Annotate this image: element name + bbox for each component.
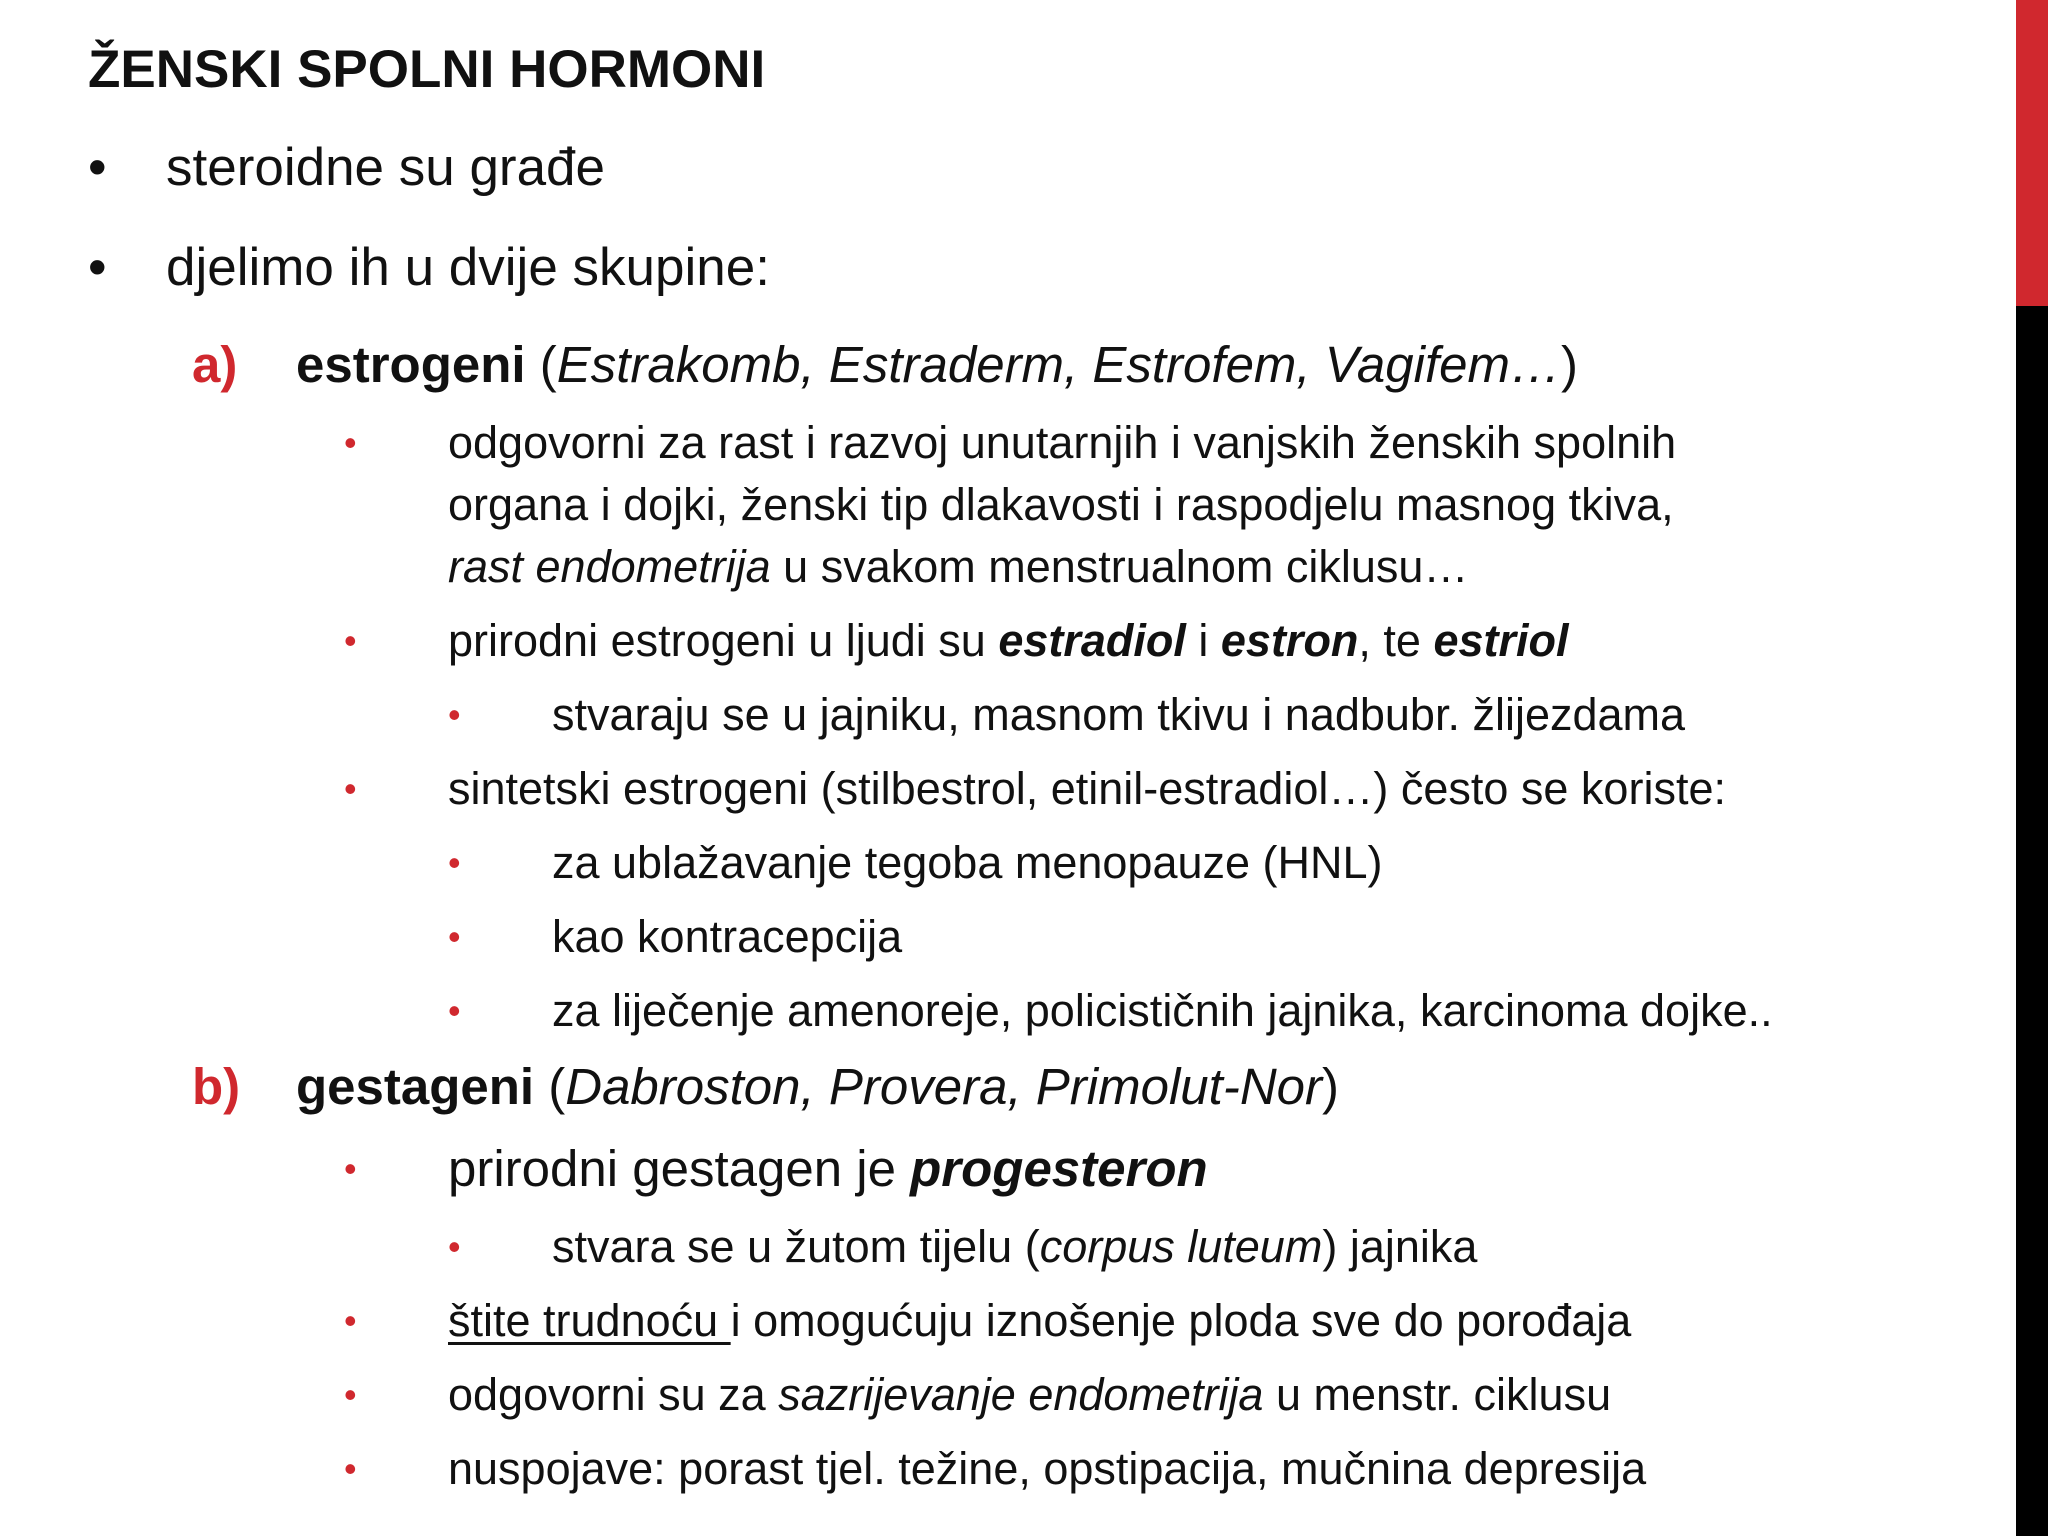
text-suffix: ) jajnika: [1322, 1221, 1478, 1272]
list-item-text: [552, 1216, 1477, 1278]
section-a-marker: a): [192, 336, 238, 393]
bullet-dot: •: [448, 990, 461, 1031]
bullet-symbol: •: [88, 238, 107, 297]
text-prefix: stvara se u žutom tijelu (: [552, 1221, 1040, 1272]
term-progesteron: progesteron: [910, 1140, 1208, 1197]
section-b-text: [296, 1056, 1339, 1118]
bullet-symbol: •: [88, 138, 107, 197]
paren-open: (: [525, 336, 557, 393]
list-item-text: kao kontracepcija: [552, 911, 903, 962]
bullet-dot: •: [344, 1300, 357, 1341]
paren-close: ): [1322, 1058, 1339, 1115]
list-item-text: stvaraju se u jajniku, masnom tkivu i nadbubr. žlijezdama: [552, 689, 1686, 740]
slide-title: ŽENSKI SPOLNI HORMONI: [88, 40, 766, 99]
accent-bar-black: [2016, 306, 2048, 1536]
bullet-dot: •: [344, 768, 357, 809]
list-item-text: [448, 1364, 1611, 1426]
bullet-dot: •: [448, 842, 461, 883]
text-prefix: odgovorni su za: [448, 1369, 779, 1420]
bullet-dot: •: [448, 916, 461, 957]
bullet-dot: •: [344, 1374, 357, 1415]
bullet-dot: •: [344, 1148, 357, 1189]
list-item-text: [448, 610, 1569, 672]
bullet-text: djelimo ih u dvije skupine:: [166, 238, 770, 297]
list-item-text: nuspojave: porast tjel. težine, opstipacija, mučnina depresija: [448, 1443, 1647, 1494]
underlined-phrase: štite trudnoću: [448, 1295, 731, 1346]
text-i: i: [1185, 615, 1221, 666]
paren-open: (: [534, 1058, 566, 1115]
bullet-dot: •: [344, 620, 357, 661]
text-rest: i omogućuju iznošenje ploda sve do porođaja: [730, 1295, 1632, 1346]
list-item-text: za liječenje amenoreje, policističnih jajnika, karcinoma dojke..: [552, 985, 1773, 1036]
paren-close: ): [1560, 336, 1578, 393]
text-prefix: prirodni gestagen je: [448, 1140, 911, 1197]
list-item-text: [448, 1138, 1208, 1200]
section-b-marker: b): [192, 1058, 241, 1115]
bullet-dot: •: [344, 1448, 357, 1489]
bullet-dot: •: [344, 422, 357, 463]
text-line: [448, 536, 1676, 598]
section-b-examples: Dabroston, Provera, Primolut-Nor: [565, 1058, 1322, 1115]
section-a-examples: Estrakomb, Estraderm, Estrofem, Vagifem…: [556, 336, 1561, 393]
text-rest: u svakom menstrualnom ciklusu…: [770, 541, 1469, 592]
list-item-text: sintetski estrogeni (stilbestrol, etinil-estradiol…) često se koriste:: [448, 763, 1726, 814]
accent-bar-red: [2016, 0, 2048, 306]
list-item-text: [448, 1290, 1631, 1352]
term-estradiol: estradiol: [998, 615, 1186, 666]
text-prefix: prirodni estrogeni u ljudi su: [448, 615, 999, 666]
italic-term: sazrijevanje endometrija: [778, 1369, 1264, 1420]
bullet-text: steroidne su građe: [166, 138, 606, 197]
bullet-dot: •: [448, 1226, 461, 1267]
list-item-text: [448, 412, 1676, 598]
list-item-text: za ublažavanje tegoba menopauze (HNL): [552, 837, 1383, 888]
text-suffix: u menstr. ciklusu: [1263, 1369, 1612, 1420]
term-estron: estron: [1220, 615, 1359, 666]
text-line: odgovorni za rast i razvoj unutarnjih i vanjskih ženskih spolnih: [448, 417, 1677, 468]
italic-term: rast endometrija: [448, 541, 771, 592]
italic-term: corpus luteum: [1039, 1221, 1323, 1272]
text-te: , te: [1358, 615, 1434, 666]
section-b-name: gestageni: [296, 1058, 535, 1115]
section-a-text: [296, 334, 1578, 396]
term-estriol: estriol: [1433, 615, 1569, 666]
bullet-dot: •: [448, 694, 461, 735]
section-a-name: estrogeni: [296, 336, 526, 393]
text-line: organa i dojki, ženski tip dlakavosti i raspodjelu masnog tkiva,: [448, 479, 1674, 530]
